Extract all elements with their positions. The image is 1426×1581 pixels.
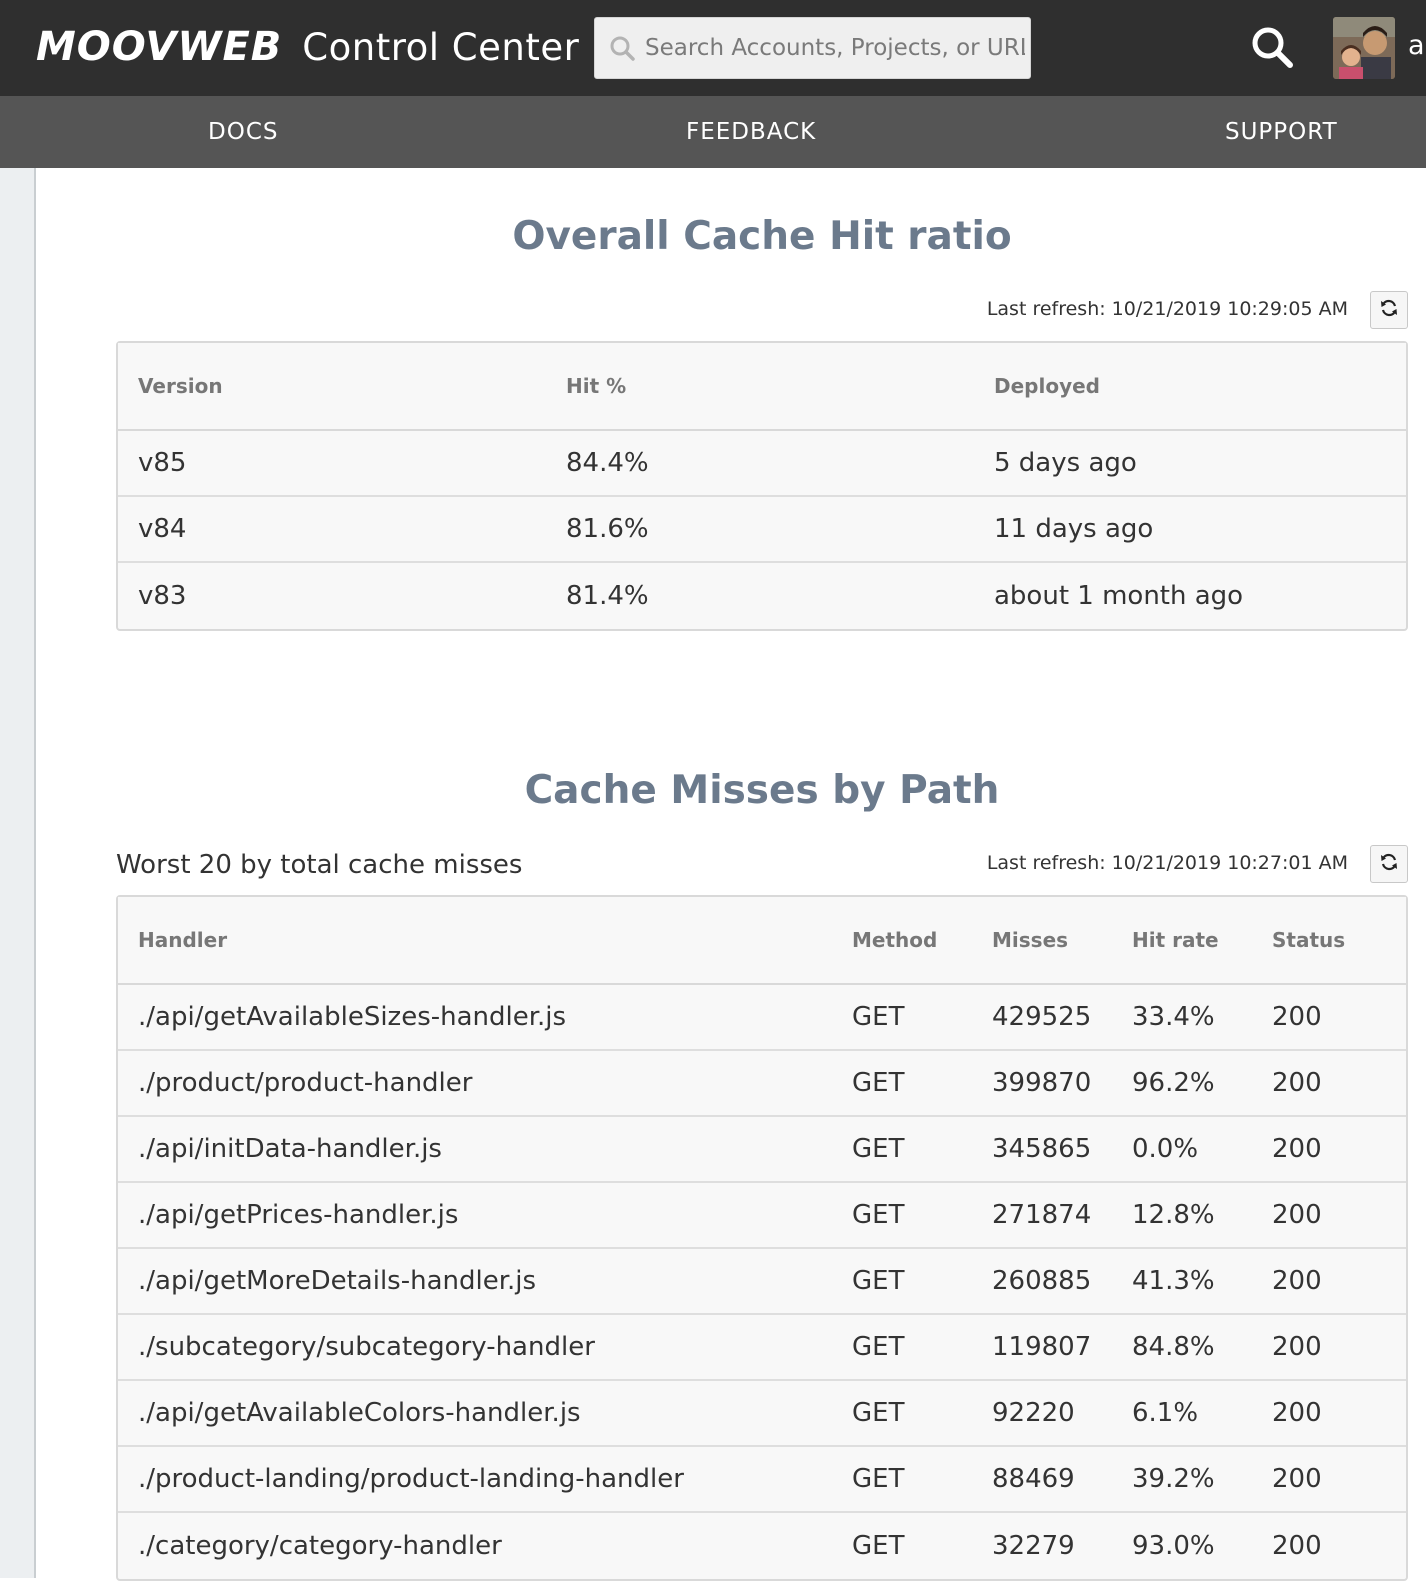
misses-cell: 119807	[972, 1315, 1112, 1381]
secondary-nav	[0, 96, 1426, 168]
table-row[interactable]	[118, 1117, 1406, 1183]
status-cell: 200	[1252, 1249, 1406, 1315]
method-cell: GET	[852, 1531, 905, 1561]
moovweb-logo[interactable]	[36, 22, 579, 72]
misses-cell: 345865	[972, 1117, 1112, 1183]
status-cell: 200	[1252, 985, 1406, 1051]
handler-cell: ./api/getAvailableColors-handler.js	[118, 1381, 832, 1447]
misses-cell: 271874	[972, 1183, 1112, 1249]
handler-cell: ./api/initData-handler.js	[118, 1117, 832, 1183]
logo-wordmark: MOOVWEB	[36, 24, 283, 70]
table-row[interactable]	[118, 431, 1406, 497]
cache-misses-title: Cache Misses by Path	[524, 768, 1000, 813]
cache-misses-table	[116, 895, 1408, 1581]
table-row[interactable]	[118, 1381, 1406, 1447]
hit-rate-cell: 12.8%	[1112, 1183, 1252, 1249]
refresh-icon	[1379, 298, 1399, 322]
hit-rate-cell: 33.4%	[1112, 985, 1252, 1051]
hit-cell: 84.4%	[546, 431, 974, 497]
column-header-hit-rate: Hit rate	[1112, 897, 1252, 985]
status-cell: 200	[1272, 1531, 1322, 1561]
search-input[interactable]	[645, 35, 1025, 61]
status-cell: 200	[1252, 1447, 1406, 1513]
version-cell: v83	[138, 581, 187, 611]
handler-cell: ./subcategory/subcategory-handler	[118, 1315, 832, 1381]
misses-cell: 260885	[972, 1249, 1112, 1315]
deployed-cell: 5 days ago	[974, 431, 1406, 497]
product-name: Control Center	[302, 25, 580, 69]
method-cell: GET	[832, 1447, 972, 1513]
nav-feedback[interactable]: FEEDBACK	[686, 119, 817, 145]
handler-cell: ./api/getPrices-handler.js	[118, 1183, 832, 1249]
handler-cell: ./product/product-handler	[118, 1051, 832, 1117]
status-cell: 200	[1252, 1051, 1406, 1117]
nav-docs[interactable]: DOCS	[208, 119, 279, 145]
handler-cell: ./category/category-handler	[138, 1531, 502, 1561]
column-header-status: Status	[1252, 897, 1406, 985]
misses-cell: 32279	[992, 1531, 1075, 1561]
table-row[interactable]	[118, 1051, 1406, 1117]
hit-ratio-refresh-button[interactable]	[1370, 291, 1408, 329]
column-header-method: Method	[832, 897, 972, 985]
hit-rate-cell: 6.1%	[1112, 1381, 1252, 1447]
table-row[interactable]	[118, 1315, 1406, 1381]
column-header-handler: Handler	[118, 897, 832, 985]
misses-last-refresh: Last refresh: 10/21/2019 10:27:01 AM	[986, 852, 1348, 874]
method-cell: GET	[832, 1381, 972, 1447]
cache-misses-subtitle: Worst 20 by total cache misses	[116, 850, 523, 880]
table-row[interactable]	[118, 1447, 1406, 1513]
misses-cell: 399870	[972, 1051, 1112, 1117]
nav-support[interactable]: SUPPORT	[1225, 119, 1338, 145]
column-header-misses: Misses	[972, 897, 1112, 985]
method-cell: GET	[832, 985, 972, 1051]
table-row[interactable]	[118, 563, 1406, 629]
hit-rate-cell: 0.0%	[1112, 1117, 1252, 1183]
version-cell: v84	[118, 497, 546, 563]
hit-rate-cell: 96.2%	[1112, 1051, 1252, 1117]
hit-rate-cell: 93.0%	[1132, 1531, 1215, 1561]
hit-cell: 81.4%	[566, 581, 649, 611]
deployed-cell: 11 days ago	[974, 497, 1406, 563]
misses-cell: 92220	[972, 1381, 1112, 1447]
cache-hit-ratio-table	[116, 341, 1408, 631]
cache-hit-ratio-title: Overall Cache Hit ratio	[512, 214, 1012, 259]
table-header-row	[118, 897, 1406, 985]
search-box[interactable]	[594, 17, 1031, 79]
column-header-hit: Hit %	[546, 343, 974, 431]
table-row[interactable]	[118, 1513, 1406, 1579]
table-row[interactable]	[118, 985, 1406, 1051]
deployed-cell: about 1 month ago	[994, 581, 1244, 611]
hit-rate-cell: 41.3%	[1112, 1249, 1252, 1315]
hit-ratio-last-refresh: Last refresh: 10/21/2019 10:29:05 AM	[986, 298, 1348, 320]
status-cell: 200	[1252, 1381, 1406, 1447]
misses-cell: 88469	[972, 1447, 1112, 1513]
table-row[interactable]	[118, 497, 1406, 563]
handler-cell: ./api/getMoreDetails-handler.js	[118, 1249, 832, 1315]
handler-cell: ./product-landing/product-landing-handler	[118, 1447, 832, 1513]
left-sidebar-rail	[0, 168, 36, 1578]
method-cell: GET	[832, 1183, 972, 1249]
hit-cell: 81.6%	[546, 497, 974, 563]
table-row[interactable]	[118, 1249, 1406, 1315]
method-cell: GET	[832, 1117, 972, 1183]
version-cell: v85	[118, 431, 546, 497]
method-cell: GET	[832, 1051, 972, 1117]
hit-rate-cell: 84.8%	[1112, 1315, 1252, 1381]
method-cell: GET	[832, 1315, 972, 1381]
search-icon	[609, 35, 635, 61]
top-header	[0, 0, 1426, 96]
hit-rate-cell: 39.2%	[1112, 1447, 1252, 1513]
table-header-row	[118, 343, 1406, 431]
status-cell: 200	[1252, 1315, 1406, 1381]
table-row[interactable]	[118, 1183, 1406, 1249]
user-avatar[interactable]	[1333, 17, 1395, 79]
handler-cell: ./api/getAvailableSizes-handler.js	[118, 985, 832, 1051]
column-header-deployed: Deployed	[974, 343, 1406, 431]
misses-refresh-button[interactable]	[1370, 845, 1408, 883]
status-cell: 200	[1252, 1183, 1406, 1249]
refresh-icon	[1379, 852, 1399, 876]
user-name[interactable]: a	[1408, 30, 1425, 61]
search-icon[interactable]	[1250, 25, 1294, 69]
column-header-version: Version	[118, 343, 546, 431]
misses-cell: 429525	[972, 985, 1112, 1051]
method-cell: GET	[832, 1249, 972, 1315]
status-cell: 200	[1252, 1117, 1406, 1183]
